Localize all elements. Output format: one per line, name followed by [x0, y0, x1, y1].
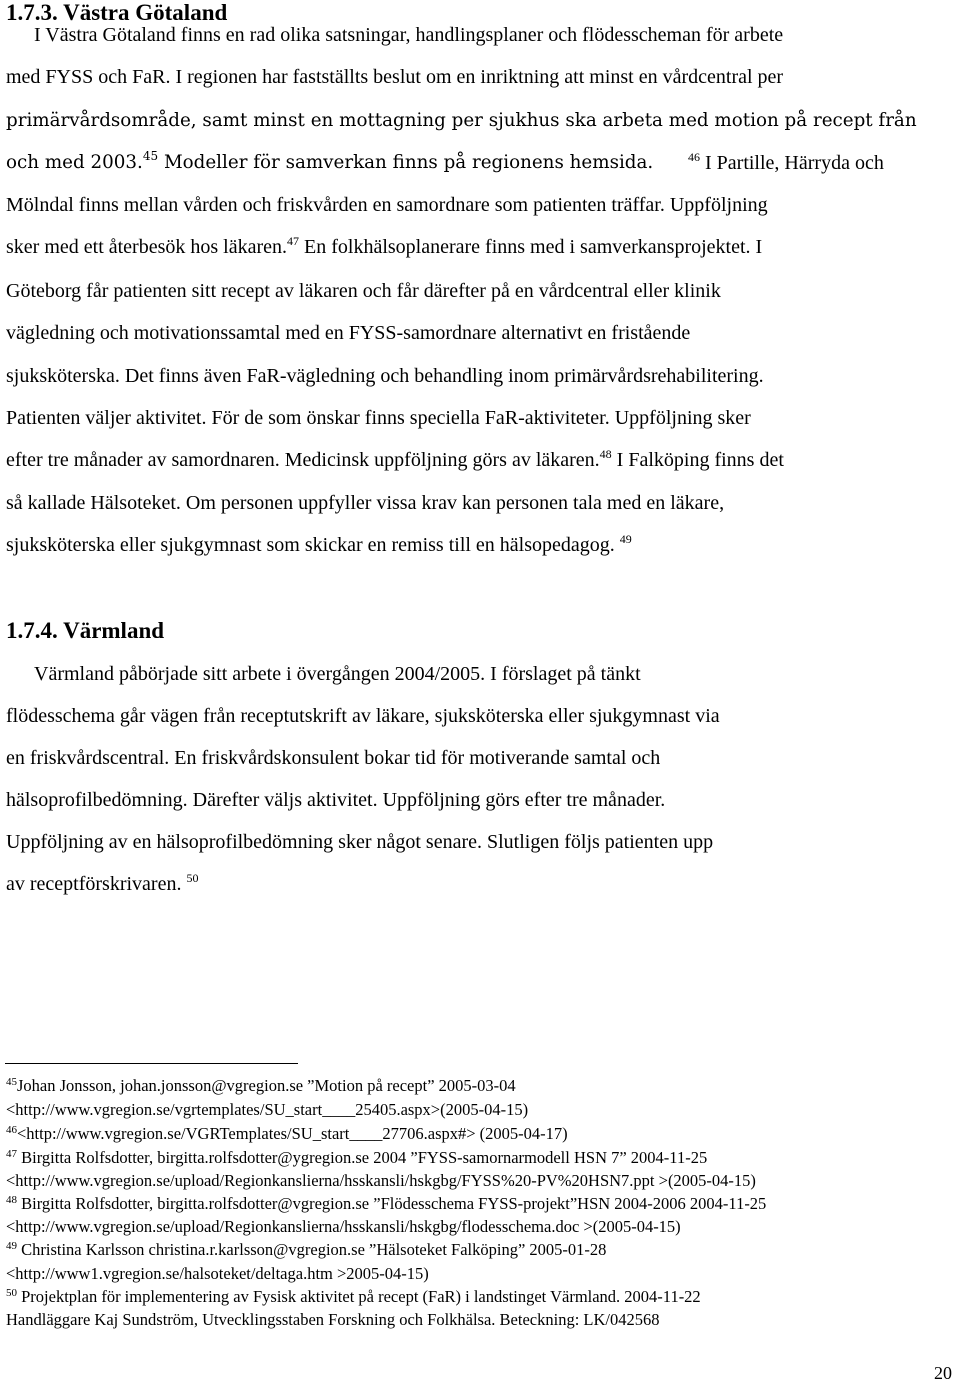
footnote-line: Handläggare Kaj Sundström, Utvecklingsstaben Forskning och Folkhälsa. Beteckning: LK/042568 [6, 1310, 660, 1329]
paragraph-line: så kallade Hälsoteket. Om personen uppfyller vissa krav kan personen tala med en läkare, [6, 492, 725, 514]
footnote-line: $^{46}$<http://www.vgregion.se/VGRTemplates/SU_start____27706.aspx#> (2005-04-17) [6, 1124, 568, 1143]
paragraph-line: sjuksköterska eller sjukgymnast som skickar en remiss till en hälsopedagog. $^{49}$ [6, 532, 632, 556]
paragraph-line: efter tre månader av samordnaren. Medicinsk uppföljning görs av läkaren.$^{48}$ I Falköping finns det [6, 447, 784, 471]
paragraph-line: flödesschema går vägen från receptutskrift av läkare, sjuksköterska eller sjukgymnast via [6, 705, 720, 727]
paragraph-line: I Västra Götaland finns en rad olika satsningar, handlingsplaner och flödesscheman för arbete [34, 24, 784, 46]
footnote-ref: 49 [619, 532, 632, 546]
paragraph-line: med FYSS och FaR. I regionen har fastställts beslut om en inriktning att minst en vårdcentral per [6, 66, 784, 88]
page-number: 20 [934, 1363, 952, 1383]
paragraph-line: Uppföljning av en hälsoprofilbedömning sker något senare. Slutligen följs patienten upp [6, 831, 714, 853]
footnote-ref: 48 [599, 447, 612, 461]
paragraph-line: $^{46}$ I Partille, Härryda och [688, 150, 884, 174]
section-heading-varmland: 1.7.4. Värmland [6, 618, 165, 643]
footnote-line: $^{48}$ Birgitta Rolfsdotter, birgitta.rolfsdotter@vgregion.se ”Flödesschema FYSS-projekt”HSN 2004-2006 2004-11-25 [6, 1194, 767, 1213]
footnote-ref: 50 [186, 871, 199, 885]
paragraph-line: av receptförskrivaren. $^{50}$ [6, 871, 199, 895]
paragraph-line: Göteborg får patienten sitt recept av läkaren och får därefter på en vårdcentral eller klinik [6, 280, 721, 302]
paragraph-line: vägledning och motivationssamtal med en FYSS-samordnare alternativt en fristående [6, 322, 691, 344]
footnote-line: <http://www.vgregion.se/vgrtemplates/SU_start____25405.aspx>(2005-04-15) [6, 1100, 529, 1119]
footnote-line: $^{45}$Johan Jonsson, johan.jonsson@vgregion.se ”Motion på recept” 2005-03-04 [6, 1076, 516, 1095]
footnote-line: <http://www.vgregion.se/upload/Regionkanslierna/hsskansli/hskgbg/flodesschema.doc >(2005-04-15) [6, 1217, 681, 1236]
footnote-ref: 47 [287, 234, 300, 248]
paragraph-line: en friskvårdscentral. En friskvårdskonsulent bokar tid för motiverande samtal och [6, 747, 661, 769]
footnote-ref: 45 [142, 149, 159, 163]
footnote-line: $^{50}$ Projektplan för implementering av Fysisk aktivitet på recept (FaR) i landstinget Värmland. 2004-11-22 [6, 1287, 701, 1306]
paragraph-line: hälsoprofilbedömning. Därefter väljs aktivitet. Uppföljning görs efter tre månader. [6, 789, 666, 811]
section-heading-vastra-gotaland: 1.7.3. Västra Götaland [6, 0, 228, 25]
paragraph-line: och med 2003.45 Modeller för samverkan finns på regionens hemsida. [6, 149, 654, 173]
footnote-line: <http://www.vgregion.se/upload/Regionkanslierna/hsskansli/hskgbg/FYSS%20-PV%20HSN7.ppt >(2005-04-15) [6, 1171, 756, 1190]
footnote-separator [5, 1063, 298, 1064]
footnote-line: <http://www1.vgregion.se/halsoteket/deltaga.htm >2005-04-15) [6, 1264, 429, 1283]
paragraph-line: Mölndal finns mellan vården och friskvården en samordnare som patienten träffar. Uppföljning [6, 194, 768, 216]
footnote-line: $^{47}$ Birgitta Rolfsdotter, birgitta.rolfsdotter@ygregion.se 2004 ”FYSS-samornarmodell HSN 7” 2004-11-25 [6, 1148, 708, 1167]
paragraph-line: Värmland påbörjade sitt arbete i övergången 2004/2005. I förslaget på tänkt [34, 663, 641, 685]
footnote-line: $^{49}$ Christina Karlsson christina.r.karlsson@vgregion.se ”Hälsoteket Falköping” 2005-01-28 [6, 1240, 607, 1259]
paragraph-line: Patienten väljer aktivitet. För de som önskar finns speciella FaR-aktiviteter. Uppföljning sker [6, 407, 751, 429]
paragraph-line: sjuksköterska. Det finns även FaR-vägledning och behandling inom primärvårdsrehabilitering. [6, 365, 764, 387]
paragraph-line: sker med ett återbesök hos läkaren.$^{47}$ En folkhälsoplanerare finns med i samverkansprojektet. I [6, 234, 763, 258]
paragraph-line: primärvårdsområde, samt minst en mottagning per sjukhus ska arbeta med motion på recept från [6, 110, 917, 131]
footnote-ref: 46 [688, 150, 700, 164]
